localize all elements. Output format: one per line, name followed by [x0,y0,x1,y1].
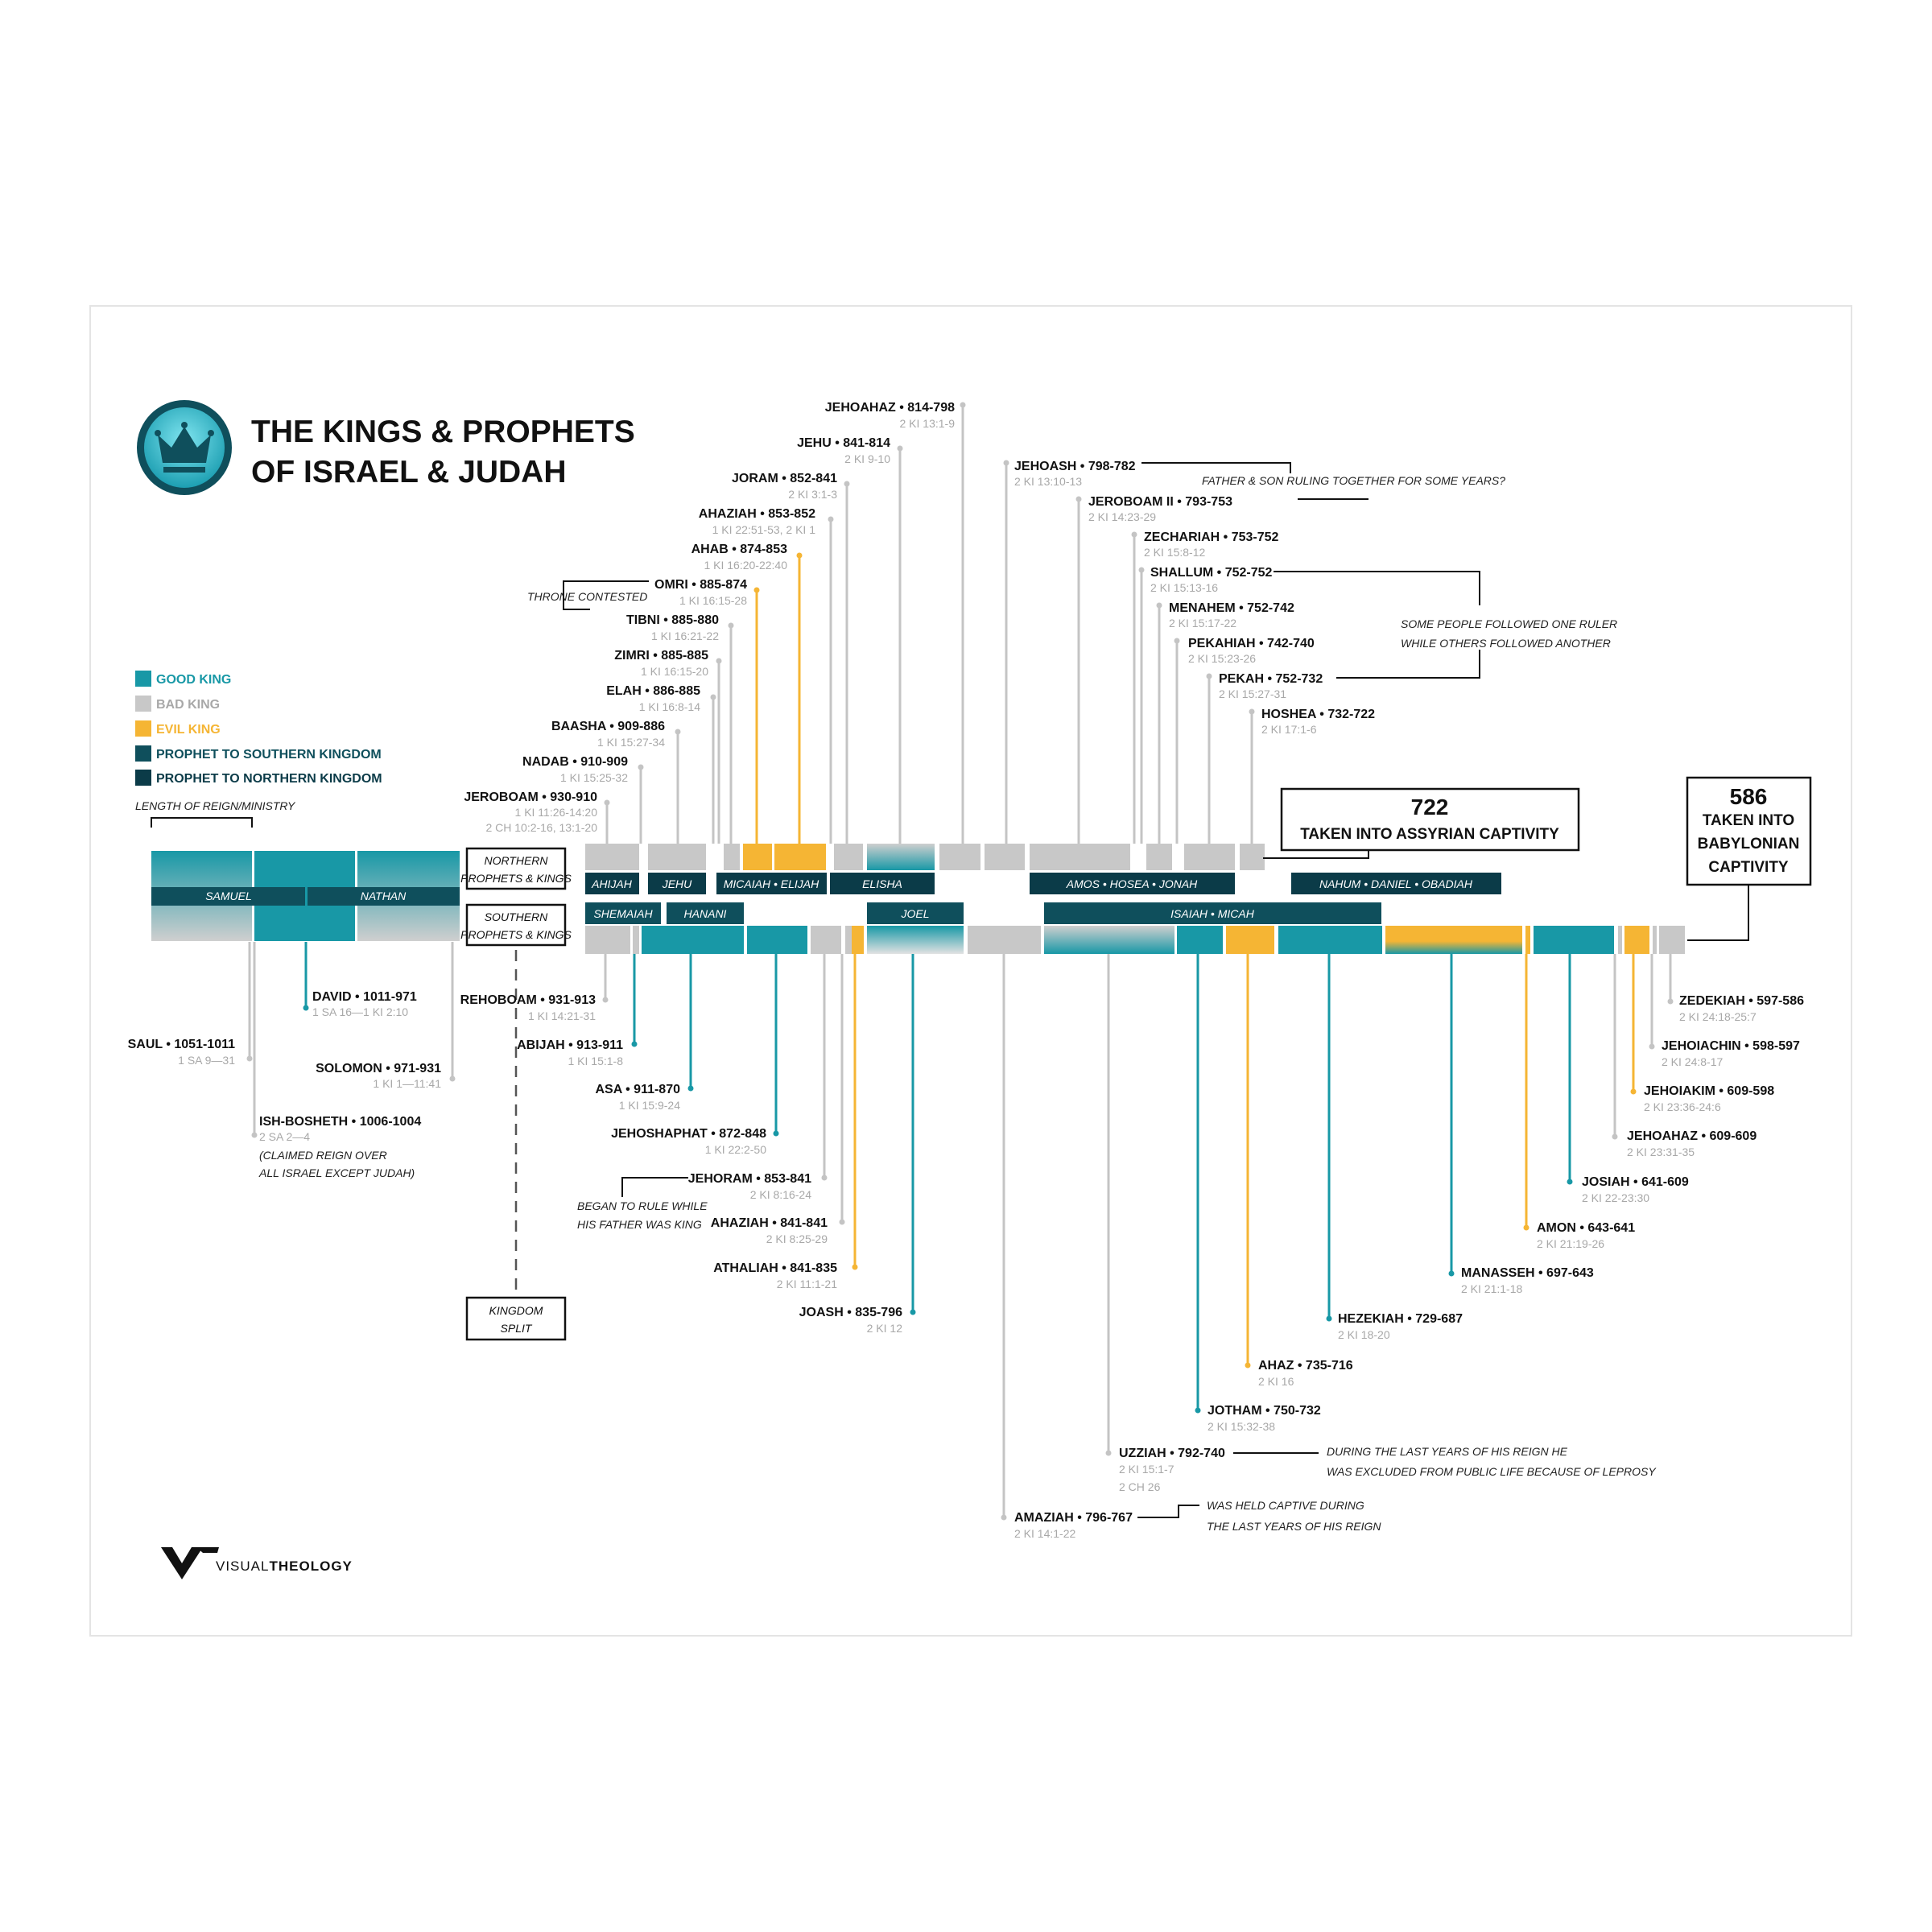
title-line-1: THE KINGS & PROPHETS [251,415,635,449]
line-uzziah-dot [1106,1451,1112,1456]
king-jehoiachin: JEHOIACHIN • 598-597 [1662,1039,1800,1053]
kingdom-split-box [467,1298,565,1340]
ref-uzziah: 2 KI 15:1-7 [1119,1463,1174,1476]
bar-jehoahaz-south [1618,926,1622,954]
ref-elah: 1 KI 16:8-14 [638,700,700,713]
line-shallum-dot [1139,568,1145,573]
legend-good: GOOD KING [156,673,232,687]
king-omri: OMRI • 885-874 [654,578,747,592]
king-manasseh: MANASSEH • 697-643 [1461,1266,1594,1280]
ref-jehoash: 2 KI 13:10-13 [1014,475,1083,488]
king-amaziah: AMAZIAH • 796-767 [1014,1511,1133,1525]
line-solomon-dot [450,1076,456,1082]
line-hoshea-dot [1249,709,1255,715]
line-ahaz-dot [1245,1363,1251,1368]
king-ish-bosheth: ISH-BOSHETH • 1006-1004 [259,1115,422,1129]
ref-jeroboam: 1 KI 11:26-14:20 [514,806,597,819]
north-prophet-bars [585,873,1501,894]
line-joram-dot [844,481,850,487]
south-reign-bars [585,926,1685,954]
line-athaliah-dot [852,1265,858,1270]
line-jehoahaz-south-dot [1612,1134,1618,1140]
label-ahijah: AHIJAH [592,877,632,890]
king-ahaz: AHAZ • 735-716 [1258,1359,1353,1373]
king-jeroboam: JEROBOAM • 930-910 [464,791,597,804]
king-hezekiah: HEZEKIAH • 729-687 [1338,1312,1463,1326]
babylon-line-1: TAKEN INTO [1702,812,1795,829]
label-amos-hosea-jonah: AMOS • HOSEA • JONAH [1066,877,1198,890]
line-jehoshaphat-dot [774,1131,779,1137]
line-nadab-dot [638,765,644,770]
king-amon: AMON • 643-641 [1537,1221,1636,1235]
ref-jehoram: 2 KI 8:16-24 [749,1188,811,1201]
bar-amaziah [968,926,1041,954]
king-jehoash: JEHOASH • 798-782 [1014,460,1136,473]
king-menahem: MENAHEM • 752-742 [1169,601,1294,615]
bar-hezekiah [1278,926,1382,954]
ref-jeroboam-ii: 2 KI 14:23-29 [1088,510,1157,523]
babylon-line-3: CAPTIVITY [1708,859,1789,876]
ref-jeroboam-2: 2 CH 10:2-16, 13:1-20 [485,821,597,834]
king-rehoboam: REHOBOAM • 931-913 [460,993,596,1007]
ref-abijah: 1 KI 15:1-8 [568,1055,623,1067]
bar-jehoash [985,844,1025,870]
ref-baasha: 1 KI 15:27-34 [597,736,665,749]
ref-shallum: 2 KI 15:13-16 [1150,581,1219,594]
line-pekahiah-dot [1174,638,1180,644]
bar-joram [834,844,863,870]
line-jehoash-dot [1004,460,1009,466]
assyria-year: 722 [1410,795,1449,819]
note-ishbosheth-2: ALL ISRAEL EXCEPT JUDAH) [259,1166,415,1179]
line-joash-dot [910,1310,916,1315]
bar-rehoboam [585,926,630,954]
ref-ahaz: 2 KI 16 [1258,1375,1294,1388]
note-jehoram-2: HIS FATHER WAS KING [577,1218,702,1231]
ref-pekah: 2 KI 15:27-31 [1219,687,1287,700]
line-zechariah-dot [1132,532,1137,538]
southern-box-line1: SOUTHERN [484,910,548,923]
line-saul-dot [247,1056,253,1062]
line-tibni-dot [729,623,734,629]
nathan-label: NATHAN [360,890,407,902]
bar-joash [867,926,964,954]
king-solomon: SOLOMON • 971-931 [316,1062,441,1075]
ref-jehoiachin: 2 KI 24:8-17 [1662,1055,1724,1068]
ref-tibni: 1 KI 16:21-22 [650,630,719,642]
king-ahaziah-south: AHAZIAH • 841-841 [710,1216,828,1230]
southern-box-line2: PROPHETS & KINGS [460,928,572,941]
king-jotham: JOTHAM • 750-732 [1208,1404,1321,1418]
king-zedekiah: ZEDEKIAH • 597-586 [1679,994,1804,1008]
king-zechariah: ZECHARIAH • 753-752 [1144,530,1279,544]
king-shallum: SHALLUM • 752-752 [1150,566,1273,580]
ref-hoshea: 2 KI 17:1-6 [1261,723,1317,736]
line-amon-dot [1524,1225,1530,1231]
bar-baasha [648,844,706,870]
united-kingdom-block [151,851,460,941]
king-pekahiah: PEKAHIAH • 742-740 [1188,637,1315,650]
king-nadab: NADAB • 910-909 [522,755,628,769]
bar-athaliah [852,926,864,954]
line-asa-dot [688,1086,694,1092]
ref-amon: 2 KI 21:19-26 [1537,1237,1605,1250]
label-isaiah-micah: ISAIAH • MICAH [1170,907,1254,920]
northern-box [460,848,572,889]
king-jehoiakim: JEHOIAKIM • 609-598 [1644,1084,1775,1098]
line-jehoiachin-dot [1649,1044,1655,1050]
ref-ahaziah-north: 1 KI 22:51-53, 2 KI 1 [712,523,815,536]
line-abijah-dot [632,1042,638,1047]
ref-rehoboam: 1 KI 14:21-31 [527,1009,596,1022]
bar-jehoahaz [939,844,980,870]
bar-jeroboam-ii [1030,844,1130,870]
line-josiah-dot [1567,1179,1573,1185]
king-pekah: PEKAH • 752-732 [1219,672,1323,686]
label-elisha: ELISHA [862,877,902,890]
note-uzziah-2: WAS EXCLUDED FROM PUBLIC LIFE BECAUSE OF LEPROSY [1327,1465,1656,1478]
note-followed-1: SOME PEOPLE FOLLOWED ONE RULER [1401,617,1618,630]
ref-jehoahaz-south: 2 KI 23:31-35 [1627,1146,1695,1158]
king-jeroboam-ii: JEROBOAM II • 793-753 [1088,495,1232,509]
bar-ahab [774,844,826,870]
bar-omri-evil [743,844,772,870]
bar-amon [1525,926,1530,954]
line-jeroboam-dot [605,800,610,806]
brand-visual: VISUAL [216,1558,270,1574]
ref-jehoahaz-north: 2 KI 13:1-9 [899,417,955,430]
northern-box-line1: NORTHERN [484,854,548,867]
ref-omri: 1 KI 16:15-28 [679,594,747,607]
king-ahaziah-north: AHAZIAH • 853-852 [698,507,815,521]
label-nahum-daniel-obadiah: NAHUM • DANIEL • OBADIAH [1319,877,1473,890]
assyrian-captivity-box [1263,789,1579,858]
ref-ahab: 1 KI 16:20-22:40 [704,559,787,572]
ref-asa: 1 KI 15:9-24 [618,1099,680,1112]
legend-prophet-north: PROPHET TO NORTHERN KINGDOM [156,772,382,786]
split-box-line1: KINGDOM [489,1304,543,1317]
ref-david: 1 SA 16—1 KI 2:10 [312,1005,409,1018]
ref-manasseh: 2 KI 21:1-18 [1461,1282,1523,1295]
ref-joram: 2 KI 3:1-3 [788,488,837,501]
king-asa: ASA • 911-870 [595,1083,680,1096]
king-elah: ELAH • 886-885 [606,684,700,698]
king-abijah: ABIJAH • 913-911 [517,1038,623,1052]
ref-saul: 1 SA 9—31 [178,1054,235,1067]
bar-abijah [633,926,639,954]
king-tibni: TIBNI • 885-880 [626,613,719,627]
bar-asa [642,926,744,954]
label-joel: JOEL [901,907,930,920]
king-jehoahaz-south: JEHOAHAZ • 609-609 [1627,1129,1757,1143]
brand-theology: THEOLOGY [269,1558,353,1574]
ref-zechariah: 2 KI 15:8-12 [1144,546,1206,559]
bar-pekah [1184,844,1235,870]
king-zimri: ZIMRI • 885-885 [614,649,708,663]
line-omri-dot [754,588,760,593]
line-ahaziah-north-dot [828,517,834,522]
legend-evil: EVIL KING [156,723,221,737]
line-david-dot [303,1005,309,1011]
bar-ahaziah-south [845,926,852,954]
line-jeroboam-ii-dot [1076,497,1082,502]
ref-menahem: 2 KI 15:17-22 [1169,617,1237,630]
king-joram: JORAM • 852-841 [732,472,837,485]
label-micaiah-elijah: MICAIAH • ELIJAH [723,877,819,890]
line-zimri-dot [716,658,722,664]
southern-box [460,905,572,945]
note-amaziah-2: THE LAST YEARS OF HIS REIGN [1207,1520,1381,1533]
note-father-son: FATHER & SON RULING TOGETHER FOR SOME YEARS? [1202,474,1506,487]
bar-ahaz [1226,926,1274,954]
line-hezekiah-dot [1327,1316,1332,1322]
legend-good-swatch [135,671,151,687]
title-line-2: OF ISRAEL & JUDAH [251,455,567,489]
bar-jeroboam [585,844,639,870]
line-ish-bosheth-dot [252,1133,258,1138]
note-amaziah-1: WAS HELD CAPTIVE DURING [1207,1499,1364,1512]
ref-jotham: 2 KI 15:32-38 [1208,1420,1276,1433]
label-shemaiah: SHEMAIAH [593,907,653,920]
assyria-text: TAKEN INTO ASSYRIAN CAPTIVITY [1300,826,1559,843]
note-followed-2: WHILE OTHERS FOLLOWED ANOTHER [1401,637,1611,650]
bar-zedekiah [1659,926,1685,954]
ref-jehoiakim: 2 KI 23:36-24:6 [1644,1100,1721,1113]
bar-jehoshaphat [747,926,807,954]
note-throne: THRONE CONTESTED [527,590,648,603]
note-jehoram-1: BEGAN TO RULE WHILE [577,1199,708,1212]
bar-omri [724,844,740,870]
ref-ahaziah-south: 2 KI 8:25-29 [766,1232,828,1245]
samuel-label: SAMUEL [205,890,252,902]
line-jehu-dot [898,446,903,452]
legend-south-swatch [135,745,151,762]
note-uzziah-1: DURING THE LAST YEARS OF HIS REIGN HE [1327,1445,1567,1458]
line-elah-dot [711,695,716,700]
bar-jotham [1177,926,1223,954]
ref-ish-bosheth: 2 SA 2—4 [259,1130,311,1143]
line-ahaziah-south-dot [840,1220,845,1225]
bar-manasseh [1385,926,1522,954]
babylon-line-2: BABYLONIAN [1697,836,1800,852]
king-josiah: JOSIAH • 641-609 [1582,1175,1689,1189]
line-menahem-dot [1157,603,1162,609]
bar-josiah [1534,926,1614,954]
bar-jehoiakim [1624,926,1649,954]
ref-solomon: 1 KI 1—11:41 [373,1077,441,1090]
bar-menahem [1146,844,1172,870]
king-jehoshaphat: JEHOSHAPHAT • 872-848 [611,1127,766,1141]
legend-length: LENGTH OF REIGN/MINISTRY [135,799,295,812]
legend-north-swatch [135,770,151,786]
ref-jehu: 2 KI 9-10 [844,452,890,465]
ref-amaziah: 2 KI 14:1-22 [1014,1527,1076,1540]
bar-jehoiachin [1653,926,1657,954]
line-amaziah-dot [1001,1515,1007,1521]
king-athaliah: ATHALIAH • 841-835 [713,1261,837,1275]
king-hoshea: HOSHEA • 732-722 [1261,708,1376,721]
northern-box-line2: PROPHETS & KINGS [460,872,572,885]
bar-jehu [867,844,935,870]
king-jehoram: JEHORAM • 853-841 [687,1172,811,1186]
king-uzziah: UZZIAH • 792-740 [1119,1447,1225,1460]
brand-text [216,1558,353,1574]
king-david: DAVID • 1011-971 [312,990,417,1004]
legend-bad-swatch [135,696,151,712]
ref-pekahiah: 2 KI 15:23-26 [1188,652,1257,665]
north-reign-bars [585,844,1265,870]
line-jotham-dot [1195,1408,1201,1414]
label-hanani: HANANI [683,907,727,920]
line-jehoram-dot [822,1175,828,1181]
poster-sheet [90,306,1852,1636]
king-joash: JOASH • 835-796 [799,1306,902,1319]
king-baasha: BAASHA • 909-886 [551,720,665,733]
line-jehoahaz-north-dot [960,402,966,408]
king-ahab: AHAB • 874-853 [691,543,787,556]
ref-athaliah: 2 KI 11:1-21 [776,1278,837,1290]
bar-jehoram [811,926,841,954]
line-ahab-dot [797,553,803,559]
line-rehoboam-dot [603,997,609,1003]
line-zedekiah-dot [1668,999,1674,1005]
line-jehoiakim-dot [1631,1089,1637,1095]
ref-uzziah-2: 2 CH 26 [1119,1480,1161,1493]
split-box-line2: SPLIT [500,1322,532,1335]
ref-joash: 2 KI 12 [866,1322,902,1335]
line-manasseh-dot [1449,1271,1455,1277]
ref-nadab: 1 KI 15:25-32 [559,771,628,784]
ref-hezekiah: 2 KI 18-20 [1338,1328,1390,1341]
legend-evil-swatch [135,720,151,737]
ref-jehoshaphat: 1 KI 22:2-50 [704,1143,766,1156]
ref-zimri: 1 KI 16:15-20 [640,665,708,678]
king-jehoahaz-north: JEHOAHAZ • 814-798 [824,401,955,415]
ref-zedekiah: 2 KI 24:18-25:7 [1679,1010,1757,1023]
line-baasha-dot [675,729,681,735]
legend-bad: BAD KING [156,698,221,712]
note-ishbosheth-1: (CLAIMED REIGN OVER [259,1149,387,1162]
crown-badge-icon [137,400,232,495]
ref-josiah: 2 KI 22-23:30 [1582,1191,1650,1204]
king-saul: SAUL • 1051-1011 [127,1038,235,1051]
label-jehu-prophet: JEHU [662,877,692,890]
line-pekah-dot [1207,674,1212,679]
legend-prophet-south: PROPHET TO SOUTHERN KINGDOM [156,748,382,762]
king-jehu: JEHU • 841-814 [797,436,890,450]
bar-hoshea [1240,844,1265,870]
babylon-year: 586 [1729,784,1768,809]
bar-uzziah [1044,926,1174,954]
